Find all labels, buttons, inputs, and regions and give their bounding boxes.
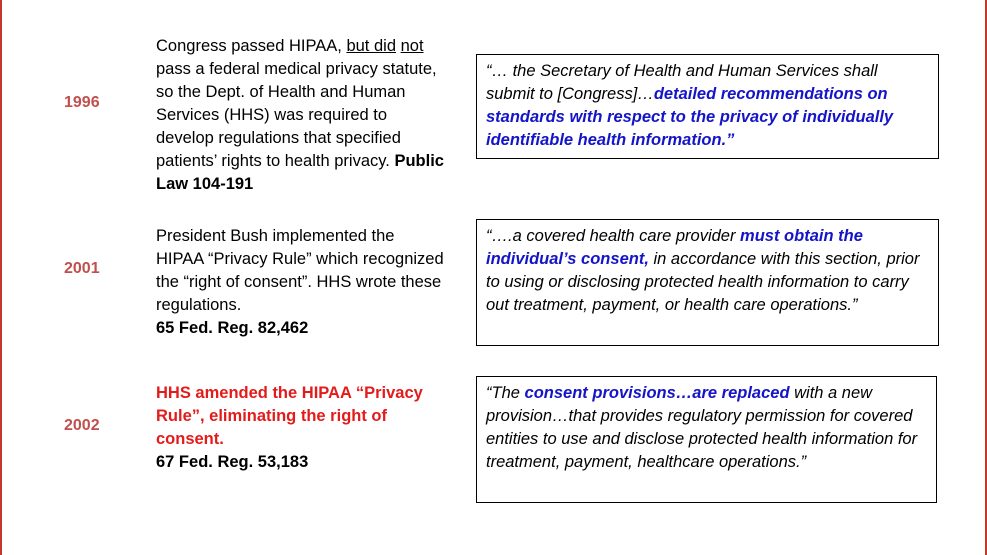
left-border-line: [0, 0, 2, 555]
desc-2001-citation: 65 Fed. Reg. 82,462: [156, 319, 309, 337]
quote-2002-text: “The: [486, 384, 525, 402]
quote-box-1996: [476, 54, 939, 159]
desc-1996: [156, 35, 446, 196]
desc-1996-text-c: pass a federal medical privacy statute, so the Dept. of Health and Human Services (HHS) was required to develop regulations that specified patients’ rights to health privacy.: [156, 60, 437, 170]
desc-1996-text-a: Congress passed HIPAA,: [156, 37, 347, 55]
quote-1996-highlight: detailed recommendations on standards with respect to the privacy of individually identifiable health information.”: [486, 85, 894, 149]
desc-1996-citation: Public Law 104-191: [156, 152, 444, 193]
desc-2001-text: President Bush implemented the HIPAA “Privacy Rule” which recognized the “right of consent”. HHS wrote these regulations.: [156, 227, 444, 314]
quote-2001-highlight: must obtain the individual’s consent,: [486, 227, 863, 268]
quote-box-2002: [476, 376, 937, 503]
desc-2002: [156, 382, 426, 474]
desc-2001: [156, 225, 446, 340]
desc-2002-text: HHS amended the HIPAA “Privacy Rule”, eliminating the right of consent.: [156, 384, 423, 448]
quote-2002-text-end: with a new provision…that provides regulatory permission for covered entities to use and disclose protected health information for treatment, payment, healthcare operations.”: [486, 384, 918, 471]
quote-box-2001: [476, 219, 939, 346]
year-2001: 2001: [64, 260, 100, 277]
desc-1996-underline-a: but did: [346, 37, 396, 55]
year-2002: 2002: [64, 417, 100, 434]
quote-2001-text: “….a covered health care provider: [486, 227, 741, 245]
year-1996: 1996: [64, 94, 100, 111]
desc-2002-citation: 67 Fed. Reg. 53,183: [156, 453, 309, 471]
quote-2002-highlight: consent provisions…are replaced: [524, 384, 790, 402]
quote-2001-text-end: in accordance with this section, prior to using or disclosing protected health information to carry out treatment, payment, or health care operations.”: [486, 250, 920, 314]
desc-1996-underline-b: not: [400, 37, 424, 55]
quote-1996-text: “… the Secretary of Health and Human Services shall submit to [Congress]…: [486, 62, 878, 103]
